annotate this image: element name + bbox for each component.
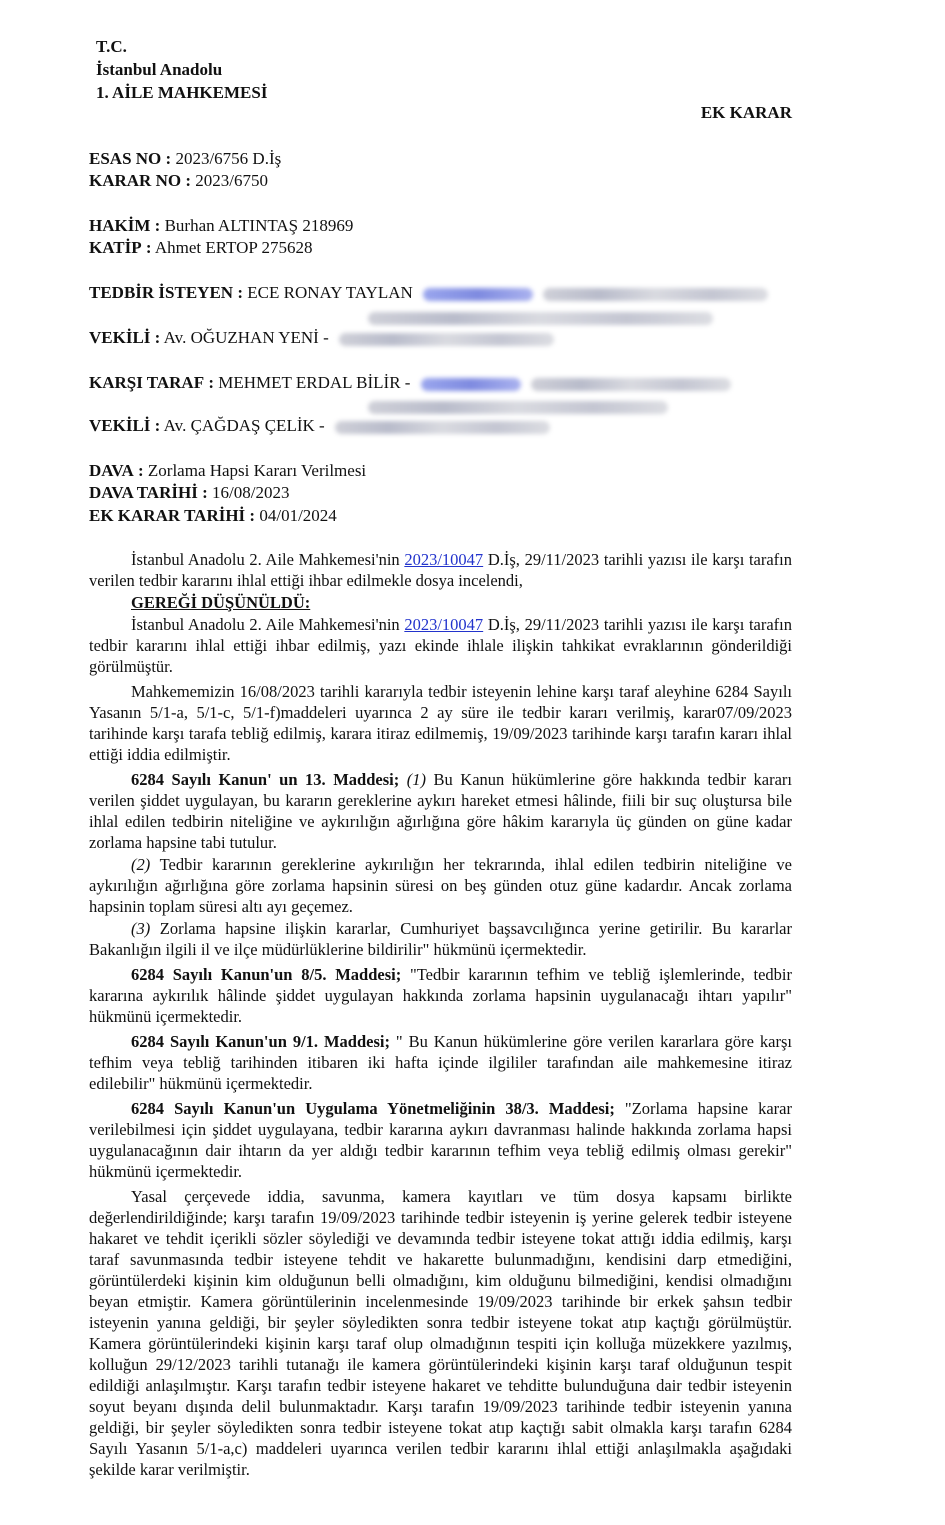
- redacted-info: [423, 288, 533, 301]
- header-tc: T.C.: [96, 37, 127, 56]
- paragraph-article-9: 6284 Sayılı Kanun'un 9/1. Maddesi; " Bu Kanun hükümlerine göre verilen kararlara göre karşı tefhim veya tebliğ tarihinden itibaren iki hafta içinde ilgililer tarafından aile mahkemesine itiraz edilebilir" hükmünü içermektedir.: [89, 1032, 792, 1093]
- paragraph-review: İstanbul Anadolu 2. Aile Mahkemesi'nin 2023/10047 D.İş, 29/11/2023 tarihli yazısı ile karşı tarafın tedbir kararını ihlal ettiği ihbar edilmiş, yazı ekinde ihlale ilişkin tahkikat evraklarının gönderildiği görülmüştür.: [89, 615, 792, 676]
- section-heading: GEREĞİ DÜŞÜNÜLDÜ:: [131, 593, 311, 612]
- redacted-address: [368, 398, 668, 416]
- redacted-info: [531, 378, 731, 391]
- ek-karar-tarihi: EK KARAR TARİHİ : 04/01/2024: [89, 506, 337, 525]
- vekili-2: VEKİLİ : Av. ÇAĞDAŞ ÇELİK -: [89, 416, 550, 436]
- redacted-address: [368, 309, 713, 327]
- case-link[interactable]: 2023/10047: [404, 615, 484, 634]
- case-link[interactable]: 2023/10047: [404, 550, 484, 569]
- esas-no: ESAS NO : 2023/6756 D.İş: [89, 149, 282, 168]
- paragraph-article-13-2: (2) Tedbir kararının gereklerine aykırılığın her tekrarında, ihlal edilen tedbirin niteliğine ve aykırılığın ağırlığına göre zorlama hapsinin süresi on beş günden otuz güne kadardır. Ancak zorlama hapsinin toplam süresi altı ayı geçemez.: [89, 855, 792, 916]
- paragraph-article-13-3: (3) Zorlama hapsine ilişkin kararlar, Cumhuriyet başsavcılığınca yerine getirilir. Bu kararlar Bakanlığın ilgili il ve ilçe müdürlüklerine bildirilir" hükmünü içermektedir.: [89, 919, 792, 959]
- paragraph-article-13: 6284 Sayılı Kanun' un 13. Maddesi; (1) Bu Kanun hükümlerine göre hakkında tedbir kararı verilen şiddet uygulayan, bu kararın gereklerine aykırı hareket etmesi hâlinde, fiili bir suç oluştursa bile ihlal edilen tedbirin niteliğine ve aykırılığın ağırlığına göre hâkim kararıyla üç günden on güne kadar zorlama hapsine tabi tutulur.: [89, 770, 793, 852]
- katip: KATİP : Ahmet ERTOP 275628: [89, 238, 313, 257]
- dava: DAVA : Zorlama Hapsi Kararı Verilmesi: [89, 461, 367, 480]
- paragraph-background: Mahkememizin 16/08/2023 tarihli kararıyla tedbir isteyenin lehine karşı taraf aleyhine 6284 Sayılı Yasanın 5/1-a, 5/1-c, 5/1-f)maddeleri uyarınca 2 ay süre ile tedbir kararı verilmiş, karar07/09/2023 tarihinde karşı tarafa tebliğ edilmiş, karara itiraz edilmemiş, 19/09/2023 tarihinde karşı tarafın kararı ihlal ettiği iddia edilmiştir.: [89, 682, 792, 764]
- decision-body: [89, 549, 792, 1481]
- karsi-taraf: KARŞI TARAF : MEHMET ERDAL BİLİR -: [89, 373, 731, 393]
- redacted-info: [335, 421, 550, 434]
- header-city: İstanbul Anadolu: [96, 60, 223, 79]
- redacted-info: [543, 288, 768, 301]
- header-court: 1. AİLE MAHKEMESİ: [96, 83, 268, 102]
- hakim: HAKİM : Burhan ALTINTAŞ 218969: [89, 216, 354, 235]
- karar-no: KARAR NO : 2023/6750: [89, 171, 268, 190]
- paragraph-regulation-38: 6284 Sayılı Kanun'un Uygulama Yönetmeliğinin 38/3. Maddesi; "Zorlama hapsine karar verilebilmesi için şiddet uygulayana, tedbir kararına aykırı davranması halinde hakkında zorlama hapsi uygulanacağının dair ihtarın da yer aldığı tedbir kararının tefhim veya tebliğ edilmiş olması gerekir" hükmünü içermektedir.: [89, 1099, 792, 1181]
- paragraph-intro: İstanbul Anadolu 2. Aile Mahkemesi'nin 2023/10047 D.İş, 29/11/2023 tarihli yazısı ile karşı tarafın verilen tedbir kararını ihlal ettiği ihbar edilmekle dosya incelendi,: [89, 550, 792, 590]
- dava-tarihi: DAVA TARİHİ : 16/08/2023: [89, 483, 290, 502]
- vekili-1: VEKİLİ : Av. OĞUZHAN YENİ -: [89, 328, 554, 348]
- page-cutoff: [0, 1490, 945, 1525]
- paragraph-article-8: 6284 Sayılı Kanun'un 8/5. Maddesi; "Tedbir kararının tefhim ve tebliğ işlemlerinde, tedbir kararına aykırılık hâlinde şiddet uygulayan hakkında zorlama hapsinin uygulanacağı ihtarı yapılır" hükmünü içermektedir.: [89, 965, 792, 1026]
- redacted-info: [339, 333, 554, 346]
- tedbir-isteyen: TEDBİR İSTEYEN : ECE RONAY TAYLAN: [89, 283, 768, 303]
- document-type: EK KARAR: [700, 103, 792, 122]
- paragraph-evaluation: Yasal çerçevede iddia, savunma, kamera kayıtları ve tüm dosya kapsamı birlikte değerlendirildiğinde; karşı tarafın 19/09/2023 tarihinde tedbir isteyenin iş yerine gelerek tedbir isteyene hakaret ve tehdit içerikli sözler söylediği ve devamında tedbir isteyene tokat attığı iddia edilmiş, karşı taraf savunmasında tedbir isteyene tehdit ve hakarette bulunmadığını, kendisini darp etmediğini, görüntülerdeki kişinin kim olduğunun belli olmadığını, kim olduğunu bilmediğini, kendisi olmadığını beyan etmiştir. Kamera görüntülerinin incelenmesinde 19/09/2023 tarihinde bir erkek şahsın tedbir isteyenin yanına geldiği, bir şeyler söyledikten sonra tedbir isteyene tokat atıp kaçtığı görülmüştür. Kamera görüntülerindeki kişinin karşı taraf olup olmadığının tespiti için kolluğa müzekkere yazılmış, kolluğun 29/12/2023 tarihli tutanağı ile kamera görüntülerindeki kişinin karşı taraf olduğunun tespit edildiği anlaşılmıştır. Karşı tarafın tedbir isteyene hakaret ve tehditte bulunduğuna dair tedbir isteyenin soyut beyanı dışında delil bulunmaktadır. Karşı tarafın 19/09/2023 tarihinde tedbir isteyenin yanına geldiği, bir şeyler söyledikten sonra tedbir isteyene tokat atıp kaçtığı sabit olmakla karşı tarafın 6284 Sayılı Yasanın 5/1-a,c) maddeleri uyarınca verilen tedbir kararını ihlal ettiği anlaşılmakla aşağıdaki şekilde karar verilmiştir.: [89, 1187, 792, 1479]
- redacted-info: [421, 378, 521, 391]
